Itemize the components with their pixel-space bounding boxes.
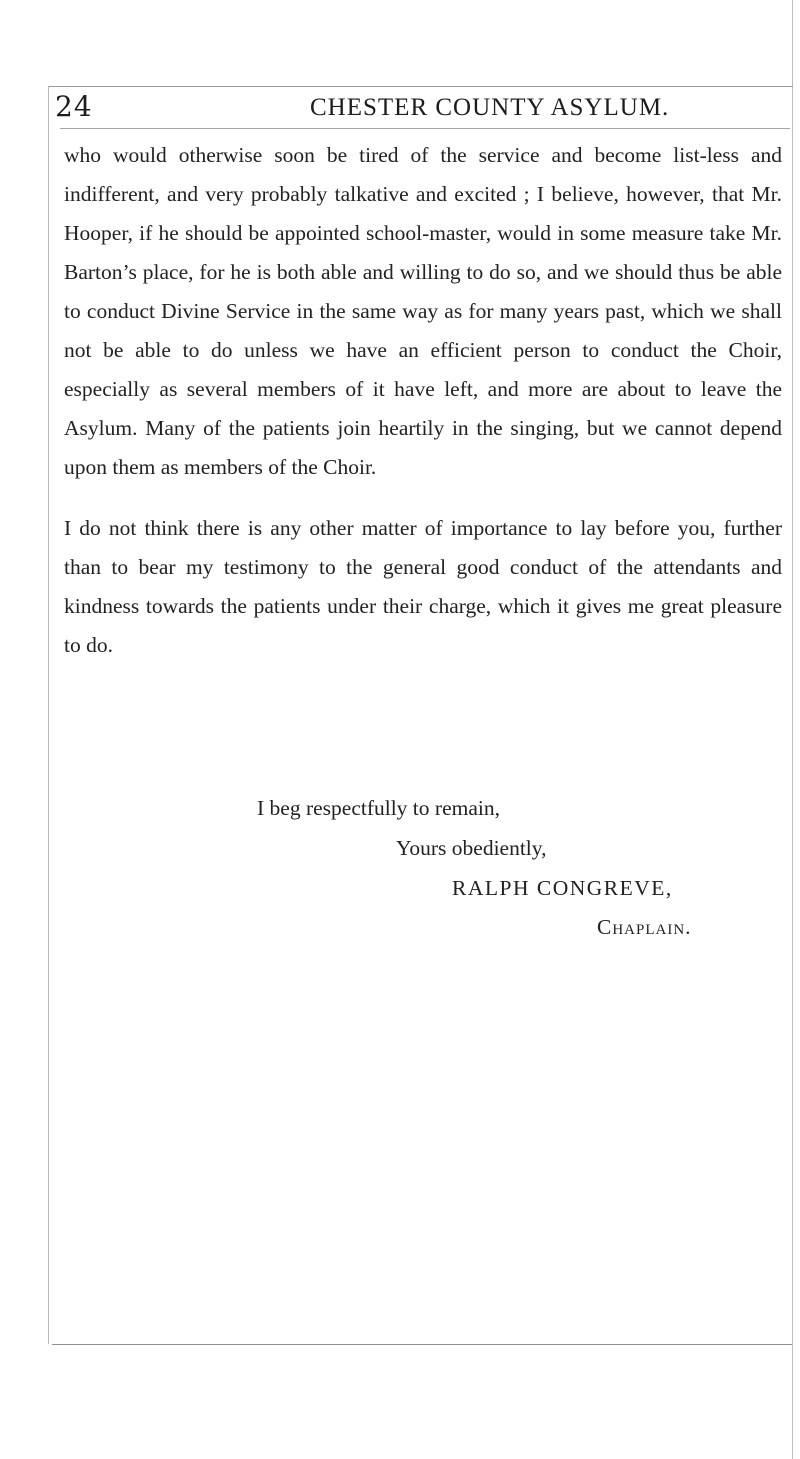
page-header (55, 90, 792, 126)
signature-name: RALPH CONGREVE, (452, 876, 673, 900)
page-edge-shadow (792, 0, 793, 1459)
paragraph-choir: who would otherwise soon be tired of the service and become list-less and indifferent, and very probably talkative and excited ; I believe, however, that Mr. Hooper, if he should be appointed school-master, would in some measure take Mr. Barton’s place, for he is both able and willing to do so, and we should thus be able to conduct Divine Service in the same way as for many years past, which we shall not be able to do unless we have an efficient person to conduct the Choir, especially as several members of it have left, and more are about to leave the Asylum. Many of the patients join heartily in the singing, but we cannot depend upon them as members of the Choir. (64, 143, 782, 479)
complimentary-close: Yours obediently, (396, 836, 547, 860)
valediction: I beg respectfully to remain, (257, 796, 500, 820)
page-border-bottom (52, 1344, 792, 1345)
paragraph-conduct: I do not think there is any other matter of importance to lay before you, further than to bear my testimony to the general good conduct of the attendants and kindness towards the patients under their charge, which it gives me great pleasure to do. (64, 516, 782, 657)
running-head: CHESTER COUNTY ASYLUM. (310, 94, 670, 121)
letter-body (64, 136, 782, 665)
page-number: 24 (55, 90, 93, 123)
header-rule (60, 128, 790, 129)
signature-title: Chaplain. (597, 915, 692, 939)
